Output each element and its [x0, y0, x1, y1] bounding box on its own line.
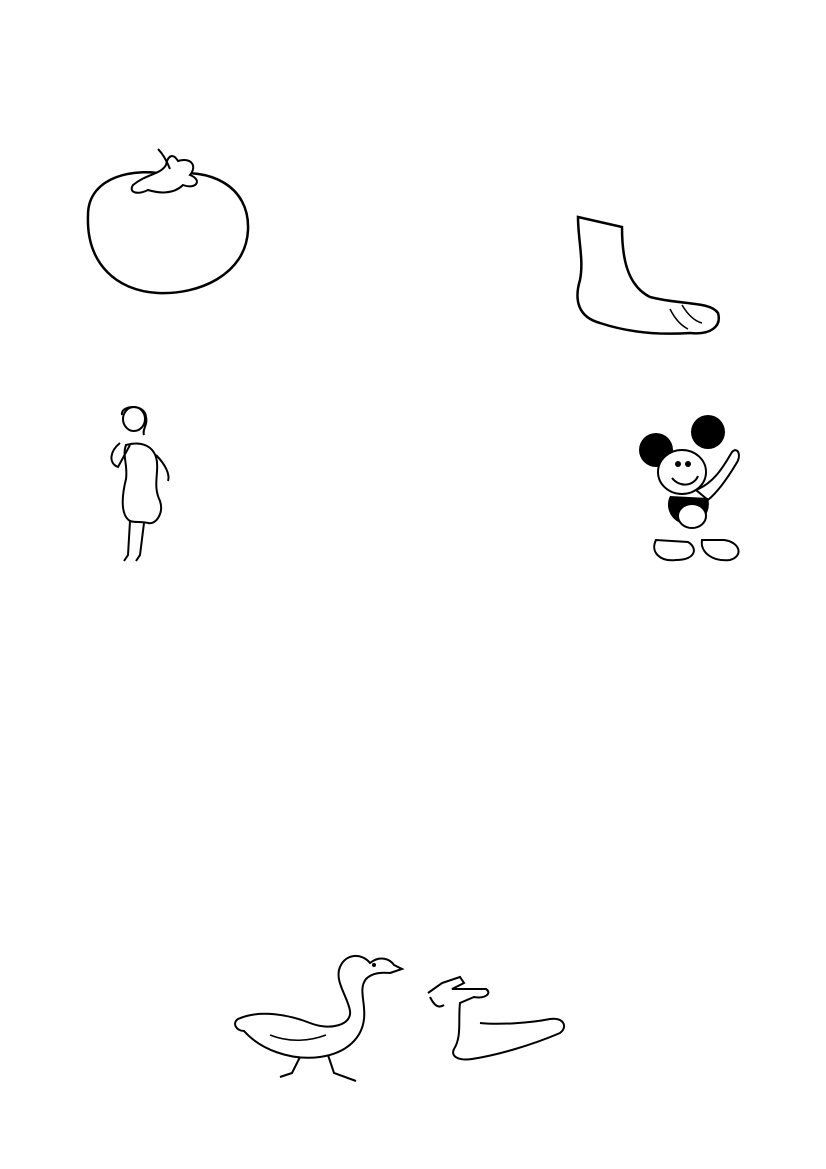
goose-drawing [230, 945, 405, 1090]
woman-drawing [100, 405, 180, 565]
mickey-mouse-drawing [636, 412, 746, 567]
tomato-drawing [78, 145, 253, 300]
arm-drawing [420, 975, 570, 1065]
foot-drawing [570, 205, 730, 345]
